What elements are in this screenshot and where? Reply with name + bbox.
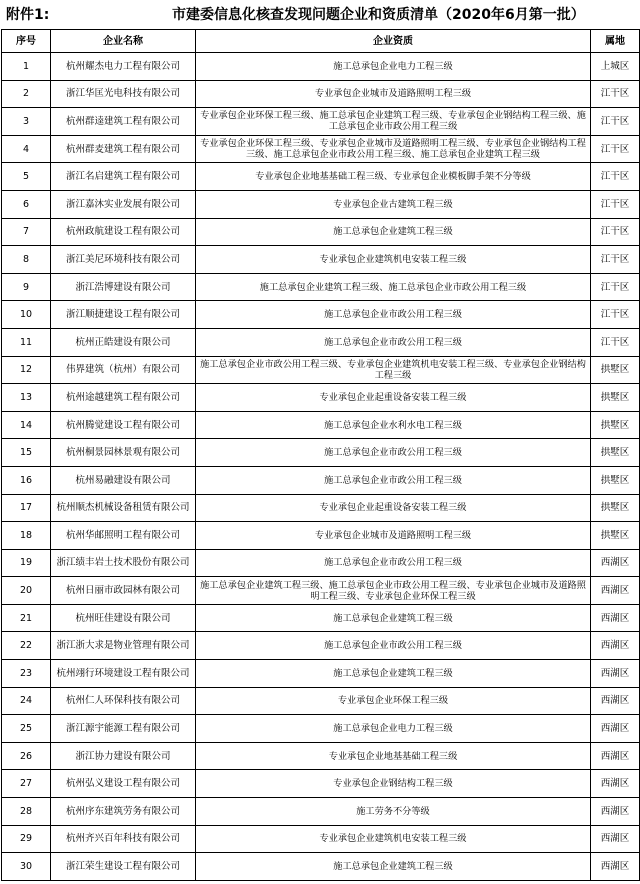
table-row	[2, 577, 640, 605]
cell-no: 1	[2, 53, 51, 81]
cell-area: 西湖区	[591, 687, 640, 715]
table-row	[2, 466, 640, 494]
cell-qualification: 专业承包企业起重设备安装工程三级	[196, 494, 591, 522]
cell-area: 拱墅区	[591, 439, 640, 467]
cell-company-name: 杭州日丽市政园林有限公司	[51, 577, 196, 605]
cell-area: 江干区	[591, 246, 640, 274]
cell-no: 5	[2, 163, 51, 191]
table-row	[2, 218, 640, 246]
cell-company-name: 浙江名启建筑工程有限公司	[51, 163, 196, 191]
cell-no: 4	[2, 135, 51, 163]
cell-company-name: 杭州华邮照明工程有限公司	[51, 522, 196, 550]
cell-qualification: 施工劳务不分等级	[196, 798, 591, 826]
document-title: 市建委信息化核查发现问题企业和资质清单（2020年6月第一批）	[172, 7, 585, 23]
table-row	[2, 715, 640, 743]
cell-area: 西湖区	[591, 825, 640, 853]
cell-company-name: 杭州腾觉建设工程有限公司	[51, 411, 196, 439]
cell-company-name: 杭州群麦建筑工程有限公司	[51, 135, 196, 163]
cell-no: 13	[2, 384, 51, 412]
table-row	[2, 273, 640, 301]
cell-area: 江干区	[591, 328, 640, 356]
cell-company-name: 杭州齐兴百年科技有限公司	[51, 825, 196, 853]
cell-area: 江干区	[591, 80, 640, 108]
cell-qualification: 施工总承包企业电力工程三级	[196, 715, 591, 743]
table-row	[2, 825, 640, 853]
cell-area: 拱墅区	[591, 384, 640, 412]
cell-no: 24	[2, 687, 51, 715]
table-row	[2, 328, 640, 356]
table-row	[2, 384, 640, 412]
header-name: 企业名称	[51, 30, 196, 53]
cell-qualification: 施工总承包企业市政公用工程三级	[196, 328, 591, 356]
cell-area: 西湖区	[591, 660, 640, 688]
cell-area: 西湖区	[591, 742, 640, 770]
cell-qualification: 施工总承包企业建筑工程三级、施工总承包企业市政公用工程三级	[196, 273, 591, 301]
cell-no: 2	[2, 80, 51, 108]
table-row	[2, 853, 640, 881]
cell-qualification: 专业承包企业起重设备安装工程三级	[196, 384, 591, 412]
cell-no: 16	[2, 466, 51, 494]
table-row	[2, 604, 640, 632]
cell-no: 18	[2, 522, 51, 550]
cell-company-name: 浙江浙大求是物业管理有限公司	[51, 632, 196, 660]
cell-no: 22	[2, 632, 51, 660]
cell-area: 西湖区	[591, 604, 640, 632]
cell-no: 29	[2, 825, 51, 853]
header-qualification: 企业资质	[196, 30, 591, 53]
cell-no: 21	[2, 604, 51, 632]
cell-company-name: 杭州群逵建筑工程有限公司	[51, 108, 196, 136]
cell-no: 11	[2, 328, 51, 356]
cell-no: 30	[2, 853, 51, 881]
cell-qualification: 施工总承包企业市政公用工程三级	[196, 549, 591, 577]
cell-qualification: 施工总承包企业建筑工程三级	[196, 218, 591, 246]
cell-qualification: 施工总承包企业建筑工程三级、施工总承包企业市政公用工程三级、专业承包企业城市及道路照明工程三级、专业承包企业环保工程三级	[196, 577, 591, 605]
cell-area: 西湖区	[591, 577, 640, 605]
cell-no: 20	[2, 577, 51, 605]
table-row	[2, 80, 640, 108]
cell-company-name: 杭州顺杰机械设备租赁有限公司	[51, 494, 196, 522]
header-no: 序号	[2, 30, 51, 53]
cell-no: 7	[2, 218, 51, 246]
cell-qualification: 专业承包企业环保工程三级、专业承包企业城市及道路照明工程三级、专业承包企业钢结构工程三级、施工总承包企业市政公用工程三级、施工总承包企业建筑工程三级	[196, 135, 591, 163]
table-row	[2, 798, 640, 826]
table-row	[2, 135, 640, 163]
cell-company-name: 杭州序东建筑劳务有限公司	[51, 798, 196, 826]
cell-company-name: 浙江嘉沐实业发展有限公司	[51, 190, 196, 218]
cell-qualification: 专业承包企业地基基础工程三级、专业承包企业模板脚手架不分等级	[196, 163, 591, 191]
cell-no: 19	[2, 549, 51, 577]
cell-area: 江干区	[591, 218, 640, 246]
table-row	[2, 687, 640, 715]
cell-qualification: 施工总承包企业水利水电工程三级	[196, 411, 591, 439]
cell-no: 15	[2, 439, 51, 467]
cell-company-name: 杭州途越建筑工程有限公司	[51, 384, 196, 412]
cell-area: 拱墅区	[591, 494, 640, 522]
table-row	[2, 439, 640, 467]
cell-no: 12	[2, 356, 51, 384]
cell-no: 6	[2, 190, 51, 218]
table-row	[2, 522, 640, 550]
cell-company-name: 浙江顺捷建设工程有限公司	[51, 301, 196, 329]
table-header-row	[2, 30, 640, 53]
cell-area: 拱墅区	[591, 522, 640, 550]
cell-area: 西湖区	[591, 798, 640, 826]
table-body	[2, 53, 640, 881]
cell-company-name: 杭州桐景园林景观有限公司	[51, 439, 196, 467]
cell-qualification: 专业承包企业古建筑工程三级	[196, 190, 591, 218]
cell-area: 江干区	[591, 163, 640, 191]
cell-qualification: 专业承包企业城市及道路照明工程三级	[196, 522, 591, 550]
cell-no: 27	[2, 770, 51, 798]
header-area: 属地	[591, 30, 640, 53]
cell-company-name: 浙江浩博建设有限公司	[51, 273, 196, 301]
cell-no: 3	[2, 108, 51, 136]
cell-area: 西湖区	[591, 770, 640, 798]
cell-company-name: 杭州仁人环保科技有限公司	[51, 687, 196, 715]
cell-company-name: 浙江协力建设有限公司	[51, 742, 196, 770]
cell-company-name: 浙江荣生建设工程有限公司	[51, 853, 196, 881]
cell-company-name: 浙江绩丰岩土技术股份有限公司	[51, 549, 196, 577]
table-row	[2, 660, 640, 688]
cell-qualification: 专业承包企业城市及道路照明工程三级	[196, 80, 591, 108]
table-row	[2, 632, 640, 660]
cell-no: 9	[2, 273, 51, 301]
cell-no: 14	[2, 411, 51, 439]
cell-qualification: 专业承包企业钢结构工程三级	[196, 770, 591, 798]
cell-company-name: 浙江华匡光电科技有限公司	[51, 80, 196, 108]
cell-qualification: 施工总承包企业电力工程三级	[196, 53, 591, 81]
cell-qualification: 专业承包企业地基基础工程三级	[196, 742, 591, 770]
cell-company-name: 杭州正皓建设有限公司	[51, 328, 196, 356]
cell-company-name: 杭州旺佳建设有限公司	[51, 604, 196, 632]
cell-area: 江干区	[591, 301, 640, 329]
table-row	[2, 356, 640, 384]
cell-area: 西湖区	[591, 632, 640, 660]
cell-qualification: 施工总承包企业建筑工程三级	[196, 604, 591, 632]
cell-company-name: 伟界建筑（杭州）有限公司	[51, 356, 196, 384]
cell-area: 拱墅区	[591, 356, 640, 384]
cell-area: 拱墅区	[591, 411, 640, 439]
table-row	[2, 770, 640, 798]
document-header	[0, 0, 640, 29]
cell-company-name: 杭州弘义建设工程有限公司	[51, 770, 196, 798]
cell-no: 8	[2, 246, 51, 274]
cell-no: 23	[2, 660, 51, 688]
cell-qualification: 专业承包企业环保工程三级、施工总承包企业建筑工程三级、专业承包企业钢结构工程三级、施工总承包企业市政公用工程三级	[196, 108, 591, 136]
cell-qualification: 施工总承包企业建筑工程三级	[196, 853, 591, 881]
cell-area: 拱墅区	[591, 466, 640, 494]
table-row	[2, 246, 640, 274]
cell-no: 17	[2, 494, 51, 522]
cell-no: 10	[2, 301, 51, 329]
cell-area: 江干区	[591, 108, 640, 136]
cell-no: 25	[2, 715, 51, 743]
cell-no: 28	[2, 798, 51, 826]
table-row	[2, 190, 640, 218]
cell-qualification: 施工总承包企业市政公用工程三级	[196, 466, 591, 494]
table-row	[2, 163, 640, 191]
cell-no: 26	[2, 742, 51, 770]
cell-company-name: 杭州政航建设工程有限公司	[51, 218, 196, 246]
cell-company-name: 浙江美尼环境科技有限公司	[51, 246, 196, 274]
cell-area: 江干区	[591, 273, 640, 301]
cell-company-name: 杭州翊行环境建设工程有限公司	[51, 660, 196, 688]
attachment-label: 附件1:	[6, 7, 50, 23]
table-row	[2, 742, 640, 770]
table-row	[2, 301, 640, 329]
enterprise-table	[1, 29, 640, 881]
table-row	[2, 53, 640, 81]
cell-company-name: 杭州易融建设有限公司	[51, 466, 196, 494]
cell-qualification: 施工总承包企业市政公用工程三级	[196, 439, 591, 467]
cell-area: 江干区	[591, 190, 640, 218]
table-row	[2, 411, 640, 439]
cell-area: 西湖区	[591, 549, 640, 577]
cell-area: 上城区	[591, 53, 640, 81]
cell-qualification: 施工总承包企业建筑工程三级	[196, 660, 591, 688]
cell-qualification: 施工总承包企业市政公用工程三级、专业承包企业建筑机电安装工程三级、专业承包企业钢结构工程三级	[196, 356, 591, 384]
cell-area: 西湖区	[591, 715, 640, 743]
cell-company-name: 杭州耀杰电力工程有限公司	[51, 53, 196, 81]
cell-qualification: 专业承包企业建筑机电安装工程三级	[196, 246, 591, 274]
table-row	[2, 494, 640, 522]
cell-area: 江干区	[591, 135, 640, 163]
table-row	[2, 549, 640, 577]
cell-company-name: 浙江源宇能源工程有限公司	[51, 715, 196, 743]
cell-area: 西湖区	[591, 853, 640, 881]
cell-qualification: 施工总承包企业市政公用工程三级	[196, 632, 591, 660]
cell-qualification: 专业承包企业环保工程三级	[196, 687, 591, 715]
cell-qualification: 专业承包企业建筑机电安装工程三级	[196, 825, 591, 853]
cell-qualification: 施工总承包企业市政公用工程三级	[196, 301, 591, 329]
table-row	[2, 108, 640, 136]
